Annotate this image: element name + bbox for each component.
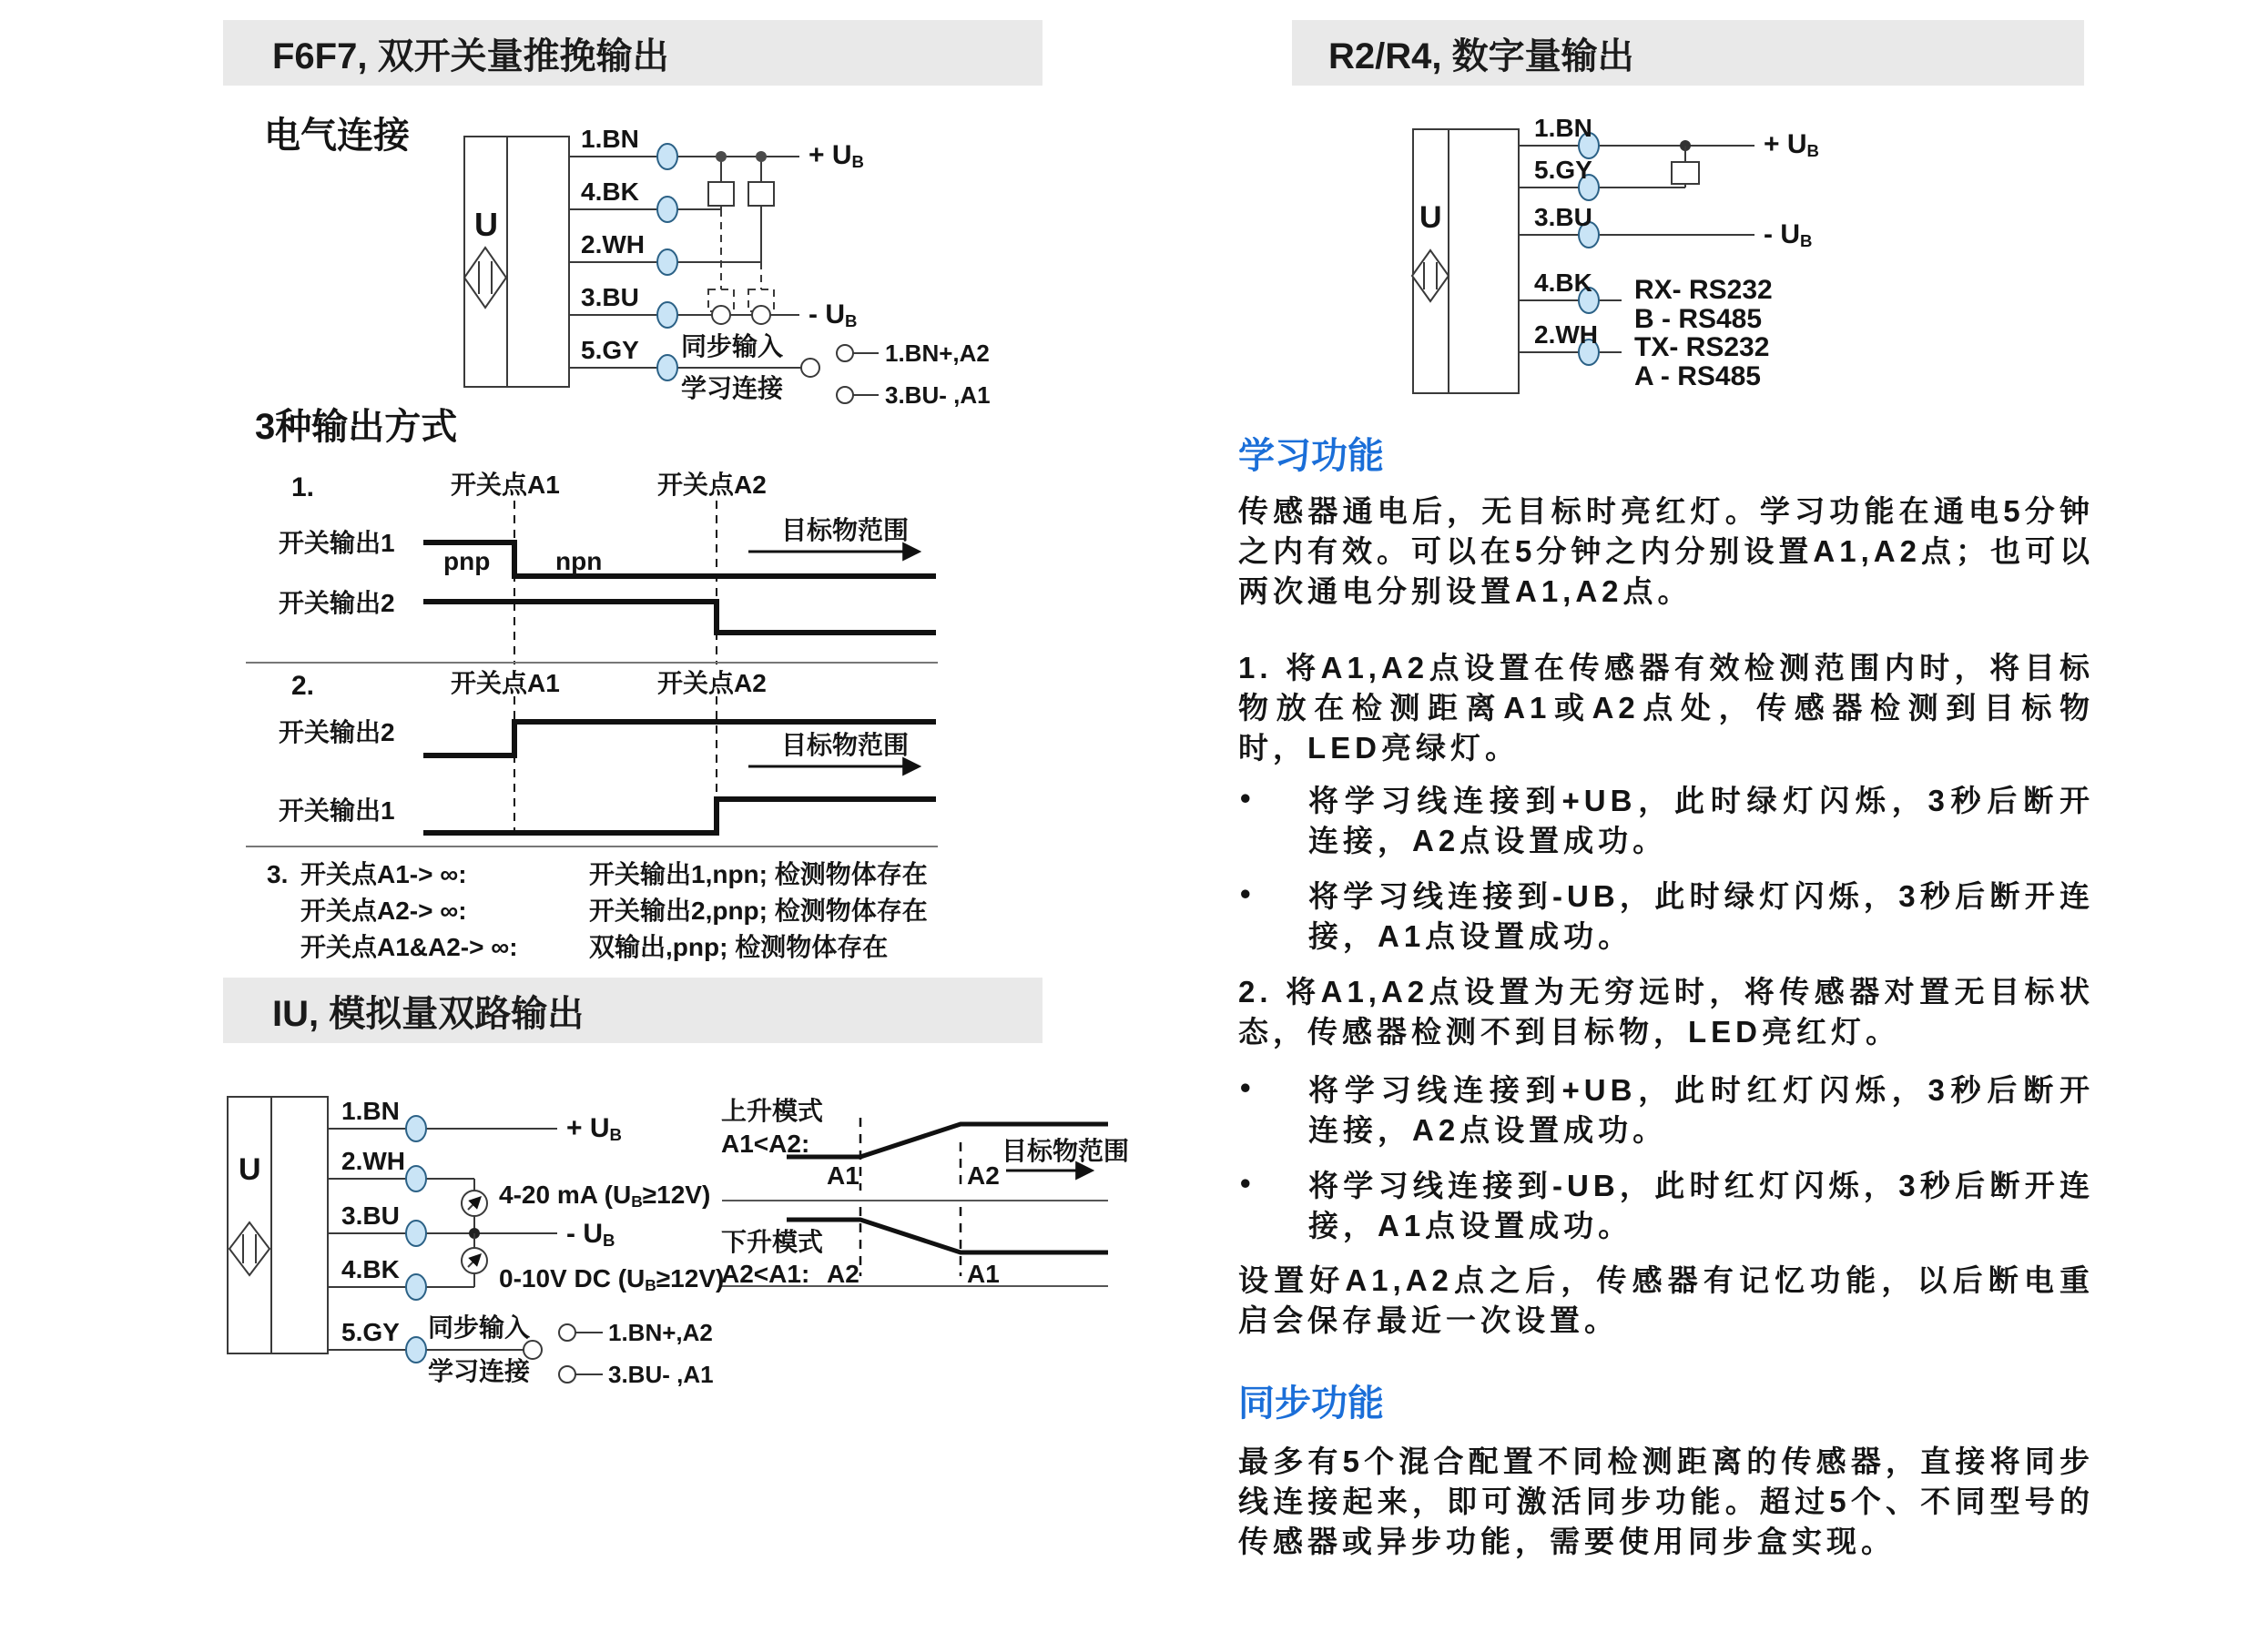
learn-bullet-2 bbox=[1240, 877, 2094, 957]
analog-rise-a1-label: A1 bbox=[827, 1161, 859, 1190]
f6f7-plus-ub-label: + $U_B$ bbox=[809, 140, 864, 172]
analog-fall-a2-label: A2 bbox=[827, 1260, 859, 1288]
r2r4-a-rs485-label: A - RS485 bbox=[1634, 361, 1761, 391]
mode3-result-3: 双输出,pnp; 检测物体存在 bbox=[589, 933, 889, 961]
learn-bullet-3 bbox=[1240, 1070, 2094, 1151]
section-header-f6f7 bbox=[223, 20, 1042, 86]
iu-pin-2wh: 2.WH bbox=[341, 1147, 405, 1175]
mode1-out1-label: 开关输出1 bbox=[279, 529, 395, 557]
iu-terminal-a1-label: 3.BU- ,A1 bbox=[608, 1361, 714, 1388]
section-header-iu-label: IU, 模拟量双路输出 bbox=[272, 993, 585, 1034]
learn-paragraph-4: 设置好A1,A2点之后，传感器有记忆功能，以后断电重启会保存最近一次设置。 bbox=[1238, 1263, 2094, 1337]
iu-pin-1bn: 1.BN bbox=[341, 1097, 400, 1125]
f6f7-pin-4bk: 4.BK bbox=[581, 177, 639, 206]
mode3-number: 3. bbox=[267, 860, 289, 888]
iu-plus-ub-label: + $U_B$ bbox=[566, 1113, 622, 1145]
r2r4-minus-ub-label: - $U_B$ bbox=[1764, 219, 1813, 251]
section-header-iu bbox=[223, 978, 1042, 1043]
mode2-point-a2: 开关点A2 bbox=[657, 669, 767, 697]
r2r4-pin-4bk: 4.BK bbox=[1534, 269, 1592, 297]
f6f7-minus-ub-label: - $U_B$ bbox=[809, 299, 858, 331]
mode1-pnp-label: pnp bbox=[443, 547, 491, 575]
learn-bullet-4-text: 将学习线连接到-UB，此时红灯闪烁，3秒后断开连接，A1点设置成功。 bbox=[1308, 1169, 2094, 1242]
mode3-result-2: 开关输出2,pnp; 检测物体存在 bbox=[589, 897, 928, 925]
iu-wiring-diagram bbox=[228, 1097, 603, 1383]
mode2-point-a1: 开关点A1 bbox=[451, 669, 560, 697]
iu-sync-input-label: 同步输入 bbox=[428, 1313, 531, 1342]
r2r4-b-rs485-label: B - RS485 bbox=[1634, 304, 1763, 334]
f6f7-learn-connect-label: 学习连接 bbox=[681, 374, 784, 402]
iu-learn-connect-label: 学习连接 bbox=[428, 1357, 531, 1385]
f6f7-pin-1bn: 1.BN bbox=[581, 125, 639, 153]
r2r4-sensor-u-label: U bbox=[1419, 200, 1442, 235]
learn-paragraph-1: 传感器通电后，无目标时亮红灯。学习功能在通电5分钟之内有效。可以在5分钟之内分别设置A1,A2点；也可以两次通电分别设置A1,A2点。 bbox=[1238, 494, 2094, 608]
bullet-icon: • bbox=[1240, 877, 1251, 910]
iu-pin-4bk: 4.BK bbox=[341, 1255, 400, 1283]
mode2-number: 2. bbox=[291, 671, 315, 701]
learn-bullet-2-text: 将学习线连接到-UB，此时绿灯闪烁，3秒后断开连接，A1点设置成功。 bbox=[1308, 879, 2094, 953]
iu-current-output-label: 4-20 mA $(U_B\ge 12V)$ bbox=[499, 1181, 711, 1211]
f6f7-sensor-u-label: U bbox=[474, 206, 498, 243]
section-header-r2r4 bbox=[1292, 20, 2084, 86]
r2r4-plus-ub-label: + $U_B$ bbox=[1764, 129, 1819, 161]
mode1-point-a2: 开关点A2 bbox=[657, 471, 767, 499]
analog-fall-mode-label: 下升模式 bbox=[721, 1228, 824, 1256]
mode1-number: 1. bbox=[291, 472, 315, 502]
analog-rise-a2-label: A2 bbox=[967, 1161, 1000, 1190]
section-header-f6f7-label: F6F7, 双开关量推挽输出 bbox=[272, 35, 669, 76]
r2r4-pin-2wh: 2.WH bbox=[1534, 320, 1598, 349]
section-header-r2r4-label: R2/R4, 数字量输出 bbox=[1328, 35, 1634, 76]
mode2-out1-label: 开关输出1 bbox=[279, 796, 395, 825]
r2r4-tx-rs232-label: TX- RS232 bbox=[1634, 332, 1770, 362]
f6f7-wiring-diagram bbox=[464, 137, 879, 403]
output-modes-title: 3种输出方式 bbox=[255, 407, 458, 447]
mode1-target-range-label: 目标物范围 bbox=[781, 516, 910, 544]
mode3-cond-3: 开关点A1&A2-> ∞: bbox=[300, 933, 518, 961]
iu-terminal-a2-label: 1.BN+,A2 bbox=[608, 1319, 713, 1346]
iu-pin-3bu: 3.BU bbox=[341, 1201, 400, 1230]
iu-sensor-u-label: U bbox=[239, 1152, 261, 1187]
learn-bullet-1-text: 将学习线连接到+UB，此时绿灯闪烁，3秒后断开连接，A2点设置成功。 bbox=[1308, 784, 2094, 857]
analog-fall-a1-label: A1 bbox=[967, 1260, 1000, 1288]
learn-paragraph-3: 2. 将A1,A2点设置为无穷远时，将传感器对置无目标状态，传感器检测不到目标物，LED亮红灯。 bbox=[1238, 975, 2094, 1049]
mode2-out2-label: 开关输出2 bbox=[279, 718, 395, 746]
f6f7-sync-input-label: 同步输入 bbox=[681, 332, 784, 360]
analog-rise-cond-label: A1<A2: bbox=[721, 1130, 810, 1158]
r2r4-rx-rs232-label: RX- RS232 bbox=[1634, 275, 1773, 305]
learn-paragraph-2: 1. 将A1,A2点设置在传感器有效检测范围内时，将目标物放在检测距离A1或A2点处，传感器检测到目标物时，LED亮绿灯。 bbox=[1238, 651, 2094, 765]
analog-rise-mode-label: 上升模式 bbox=[721, 1097, 824, 1125]
learn-bullet-1 bbox=[1240, 781, 2094, 861]
mode3-cond-2: 开关点A2-> ∞: bbox=[300, 897, 467, 925]
sync-paragraph-1: 最多有5个混合配置不同检测距离的传感器，直接将同步线连接起来，即可激活同步功能。超过5个、不同型号的传感器或异步功能，需要使用同步盒实现。 bbox=[1238, 1444, 2094, 1558]
f6f7-terminal-a1-label: 3.BU- ,A1 bbox=[885, 381, 991, 409]
f6f7-pin-3bu: 3.BU bbox=[581, 283, 639, 311]
analog-fall-cond-label: A2<A1: bbox=[721, 1260, 810, 1288]
sync-function-title: 同步功能 bbox=[1238, 1384, 1384, 1424]
r2r4-pin-3bu: 3.BU bbox=[1534, 203, 1592, 231]
learn-bullet-3-text: 将学习线连接到+UB，此时红灯闪烁，3秒后断开连接，A2点设置成功。 bbox=[1308, 1073, 2094, 1147]
analog-target-range-label: 目标物范围 bbox=[1002, 1137, 1130, 1165]
mode2-target-range-label: 目标物范围 bbox=[781, 731, 910, 759]
learn-function-title: 学习功能 bbox=[1238, 436, 1384, 476]
mode1-out2-label: 开关输出2 bbox=[279, 589, 395, 617]
mode1-npn-label: npn bbox=[555, 547, 603, 575]
mode1-point-a1: 开关点A1 bbox=[451, 471, 560, 499]
mode3-cond-1: 开关点A1-> ∞: bbox=[300, 860, 467, 888]
iu-pin-5gy: 5.GY bbox=[341, 1318, 400, 1346]
bullet-icon: • bbox=[1240, 1166, 1251, 1200]
iu-minus-ub-label: - $U_B$ bbox=[566, 1219, 615, 1251]
iu-voltage-output-label: 0-10V DC $(U_B\ge 12V)$ bbox=[499, 1264, 725, 1294]
elec-connection-title: 电气连接 bbox=[264, 116, 410, 156]
f6f7-terminal-a2-label: 1.BN+,A2 bbox=[885, 340, 990, 367]
r2r4-pin-5gy: 5.GY bbox=[1534, 156, 1592, 184]
bullet-icon: • bbox=[1240, 1070, 1251, 1104]
r2r4-pin-1bn: 1.BN bbox=[1534, 114, 1592, 142]
mode3-result-1: 开关输出1,npn; 检测物体存在 bbox=[589, 860, 928, 888]
learn-bullet-4 bbox=[1240, 1166, 2094, 1246]
f6f7-pin-5gy: 5.GY bbox=[581, 336, 639, 364]
f6f7-pin-2wh: 2.WH bbox=[581, 230, 645, 258]
bullet-icon: • bbox=[1240, 781, 1251, 815]
